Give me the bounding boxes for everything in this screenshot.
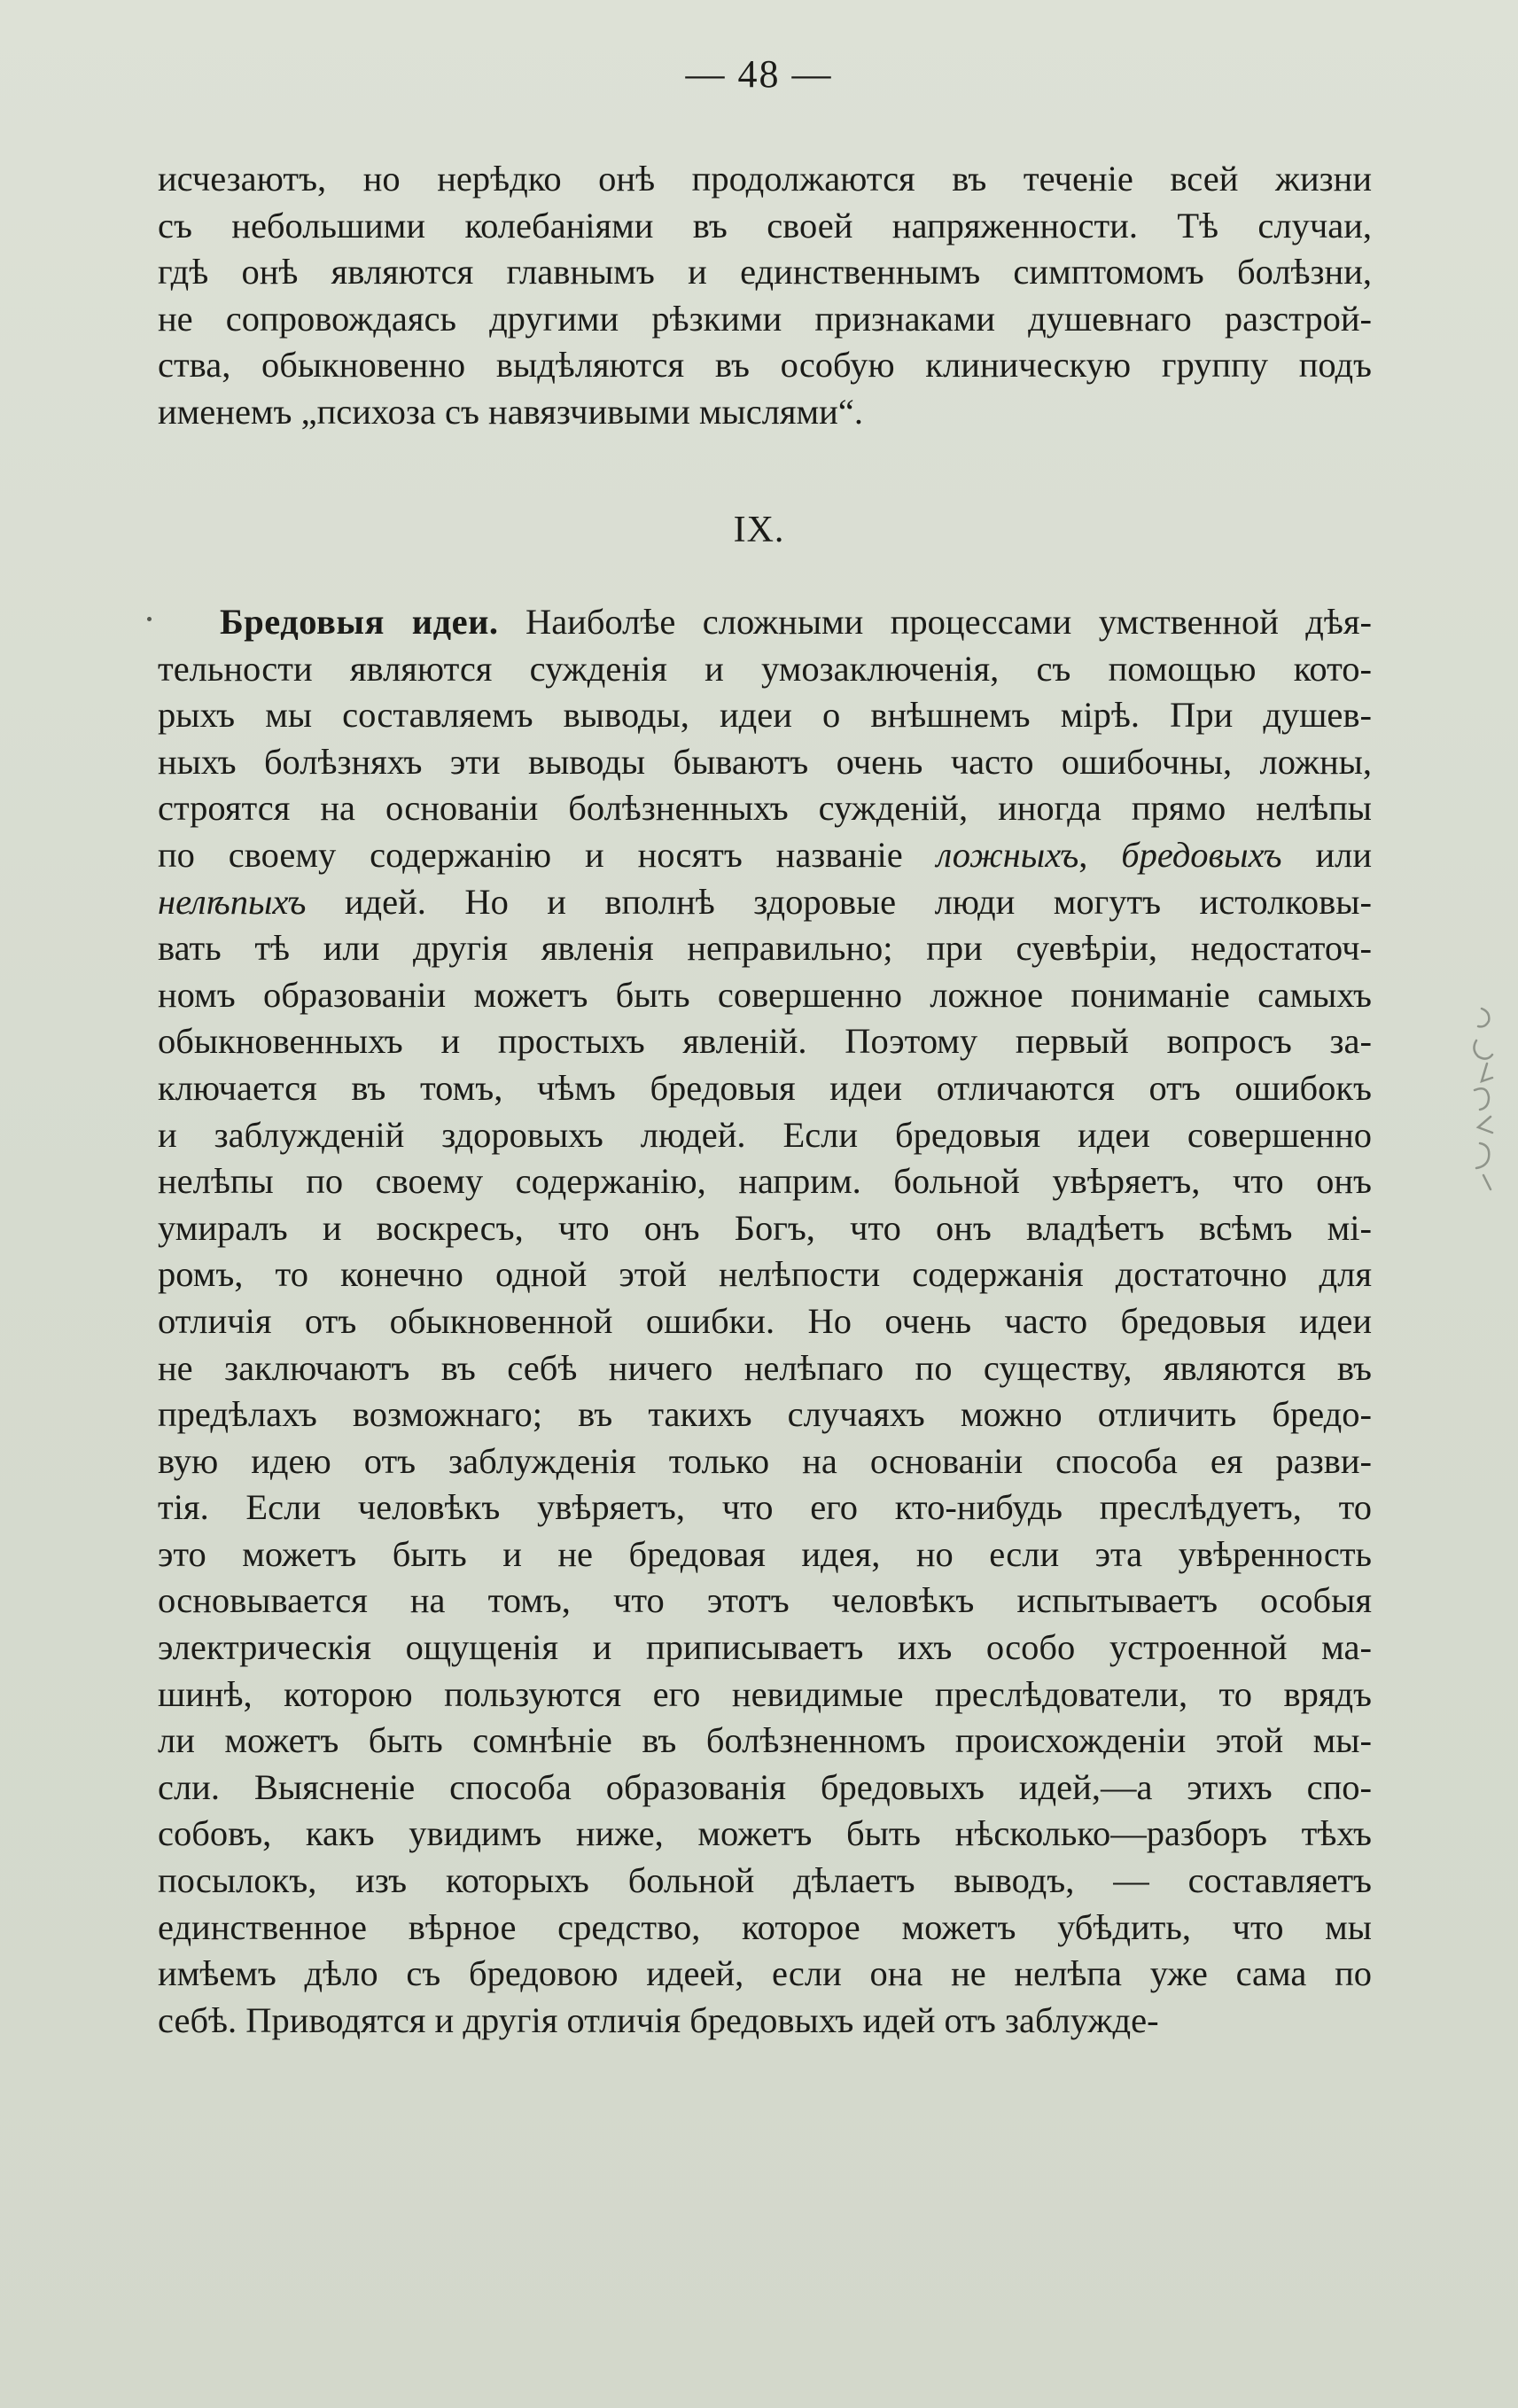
text-run: или — [1281, 834, 1373, 875]
text-run: идей. Но и вполнѣ здоровые люди могутъ истолковы- — [306, 881, 1372, 922]
text-line: себѣ. Приводятся и другія отличія бредовыхъ идей отъ заблужде- — [158, 1999, 1159, 2040]
term-heading: Бредовыя идеи. — [220, 602, 499, 642]
text-line: ныхъ болѣзняхъ эти выводы бываютъ очень часто ошибочны, ложны, — [158, 741, 1372, 782]
text-line: обыкновенныхъ и простыхъ явленій. Поэтому первый вопросъ за- — [158, 1021, 1372, 1062]
text-line: шинѣ, которою пользуются его невидимые преслѣдователи, то врядъ — [158, 1673, 1372, 1714]
text-line: отличія отъ обыкновенной ошибки. Но очень часто бредовыя идеи — [158, 1300, 1372, 1341]
text-line: именемъ „психоза съ навязчивыми мыслями“. — [158, 391, 863, 432]
text-run: Наиболѣе сложными процессами умственной дѣя- — [498, 602, 1372, 642]
text-line: строятся на основаніи болѣзненныхъ сужденій, иногда прямо нелѣпы — [158, 788, 1372, 829]
text-run: , — [1078, 834, 1122, 875]
text-line: исчезаютъ, но нерѣдко онѣ продолжаются въ теченіе всей жизни — [158, 159, 1372, 199]
text-line: вую идею отъ заблужденія только на основаніи способа ея разви- — [158, 1440, 1372, 1481]
italic-term: нелѣпыхъ — [158, 881, 307, 922]
text-line: ключается въ томъ, чѣмъ бредовыя идеи отличаются отъ ошибокъ — [158, 1067, 1372, 1108]
text-line: не заключаютъ въ себѣ ничего нелѣпаго по существу, являются въ — [158, 1347, 1372, 1388]
text-line: умиралъ и воскресъ, что онъ Богъ, что онъ владѣетъ всѣмъ мі- — [158, 1207, 1372, 1248]
text-line: сли. Выясненіе способа образованія бредовыхъ идей,—а этихъ спо- — [158, 1766, 1372, 1807]
text-line: ства, обыкновенно выдѣляются въ особую клиническую группу подъ — [158, 345, 1372, 386]
text-line: это можетъ быть и не бредовая идея, но если эта увѣренность — [158, 1533, 1372, 1574]
text-line: нелѣпы по своему содержанію, наприм. больной увѣряетъ, что онъ — [158, 1161, 1372, 1202]
text-line-first — [158, 599, 1372, 646]
italic-term: ложныхъ — [936, 834, 1079, 875]
page-number: — 48 — — [685, 52, 833, 96]
text-line: номъ образованіи можетъ быть совершенно ложное пониманіе самыхъ — [158, 974, 1372, 1015]
print-speck — [147, 617, 152, 621]
section-paragraph — [158, 599, 1372, 2044]
text-line: гдѣ онѣ являются главнымъ и единственнымъ симптомомъ болѣзни, — [158, 252, 1372, 292]
handwritten-pencil-mark-icon — [1464, 1001, 1514, 1196]
text-line: единственное вѣрное средство, которое можетъ убѣдить, что мы — [158, 1906, 1372, 1947]
text-line: посылокъ, изъ которыхъ больной дѣлаетъ выводъ, — составляетъ — [158, 1860, 1372, 1901]
text-line: собовъ, какъ увидимъ ниже, можетъ быть нѣсколько—разборъ тѣхъ — [158, 1813, 1372, 1854]
text-line: вать тѣ или другія явленія неправильно; при суевѣріи, недостаточ- — [158, 928, 1372, 969]
text-line: электрическія ощущенія и приписываетъ ихъ особо устроенной ма- — [158, 1627, 1372, 1668]
text-line: предѣлахъ возможнаго; въ такихъ случаяхъ можно отличить бредо- — [158, 1394, 1372, 1435]
text-line — [158, 832, 1372, 879]
section-heading: IX. — [733, 510, 785, 550]
text-run: по своему содержанію и носятъ названіе — [158, 834, 937, 875]
text-line: и заблужденій здоровыхъ людей. Если бредовыя идеи совершенно — [158, 1114, 1372, 1155]
text-line: основывается на томъ, что этотъ человѣкъ испытываетъ особыя — [158, 1580, 1372, 1621]
text-line: ромъ, то конечно одной этой нелѣпости содержанія достаточно для — [158, 1254, 1372, 1295]
text-line: не сопровождаясь другими рѣзкими признаками душевнаго разстрой- — [158, 298, 1372, 339]
text-line: рыхъ мы составляемъ выводы, идеи о внѣшнемъ мірѣ. При душев- — [158, 695, 1372, 736]
text-line: имѣемъ дѣло съ бредовою идеей, если она не нелѣпа уже сама по — [158, 1953, 1372, 1994]
text-line: тельности являются сужденія и умозаключенія, съ помощью кото- — [158, 648, 1372, 689]
continued-paragraph — [158, 156, 1372, 436]
italic-term: бредовыхъ — [1121, 834, 1282, 875]
text-line — [158, 879, 1372, 926]
text-line: тія. Если человѣкъ увѣряетъ, что его кто-нибудь преслѣдуетъ, то — [158, 1487, 1372, 1528]
text-line: съ небольшими колебаніями въ своей напряженности. Тѣ случаи, — [158, 205, 1372, 245]
text-line: ли можетъ быть сомнѣніе въ болѣзненномъ происхожденіи этой мы- — [158, 1720, 1372, 1761]
